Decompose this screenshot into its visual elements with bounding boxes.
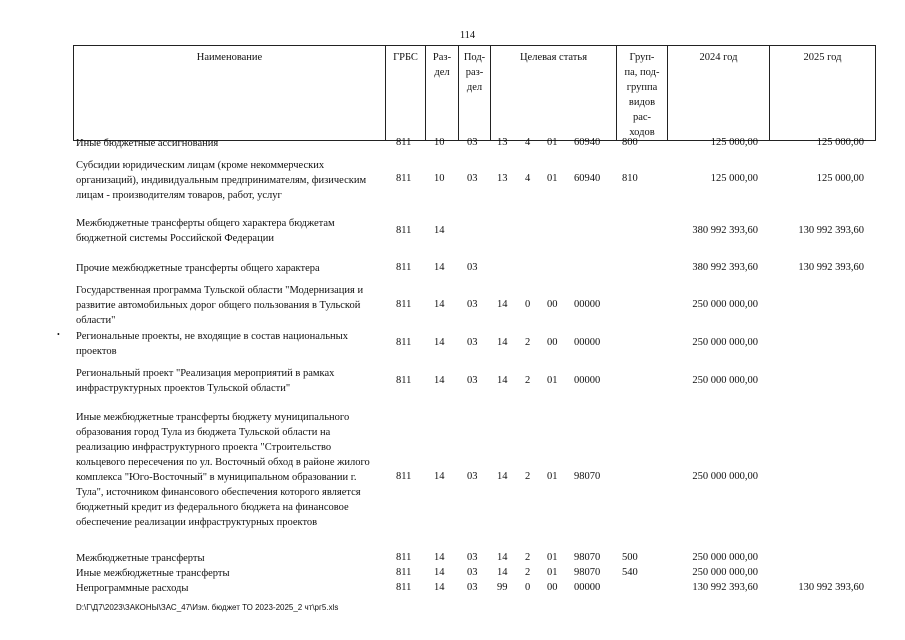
header-2024 <box>668 46 770 141</box>
row-2025: 125 000,00 <box>816 173 864 184</box>
row-podrazdel: 03 <box>467 137 478 148</box>
row-target-2: 0 <box>525 582 531 593</box>
row-2024: 380 992 393,60 <box>692 262 758 273</box>
row-name: Межбюджетные трансферты <box>76 553 205 564</box>
header-target <box>491 46 617 141</box>
row-razdel: 14 <box>434 299 445 310</box>
header-grbs-label: ГРБС <box>393 52 418 63</box>
row-target-1: 14 <box>497 552 508 563</box>
row-2024: 250 000 000,00 <box>692 299 758 310</box>
row-grbs: 811 <box>396 299 412 310</box>
row-target-1: 14 <box>497 299 508 310</box>
row-target-3: 00 <box>547 299 558 310</box>
row-grbs: 811 <box>396 567 412 578</box>
row-target-3: 00 <box>547 582 558 593</box>
row-group: 500 <box>622 552 638 563</box>
header-podrazdel <box>459 46 491 141</box>
row-target-4: 00000 <box>574 375 601 386</box>
row-target-2: 2 <box>525 337 531 348</box>
row-podrazdel: 03 <box>467 173 478 184</box>
row-2024: 250 000 000,00 <box>692 552 758 563</box>
row-target-3: 01 <box>547 375 558 386</box>
row-grbs: 811 <box>396 375 412 386</box>
row-target-4: 60940 <box>574 173 601 184</box>
row-target-2: 2 <box>525 375 531 386</box>
row-target-2: 2 <box>525 567 531 578</box>
row-name: Непрограммные расходы <box>76 583 189 594</box>
row-grbs: 811 <box>396 471 412 482</box>
row-name: Иные бюджетные ассигнования <box>76 138 219 149</box>
row-target-1: 13 <box>497 137 508 148</box>
row-target-3: 01 <box>547 173 558 184</box>
row-grbs: 811 <box>396 225 412 236</box>
row-razdel: 14 <box>434 471 445 482</box>
row-grbs: 811 <box>396 552 412 563</box>
row-name: Межбюджетные трансферты общего характера бюджетам бюджетной системы Российской Федерации <box>76 218 335 244</box>
row-target-1: 14 <box>497 337 508 348</box>
row-target-4: 00000 <box>574 337 601 348</box>
row-razdel: 10 <box>434 137 445 148</box>
row-group: 540 <box>622 567 638 578</box>
row-target-4: 60940 <box>574 137 601 148</box>
row-target-4: 98070 <box>574 552 601 563</box>
row-target-1: 99 <box>497 582 508 593</box>
row-2024: 125 000,00 <box>710 137 758 148</box>
header-2025 <box>770 46 876 141</box>
row-target-3: 00 <box>547 337 558 348</box>
row-2024: 250 000 000,00 <box>692 375 758 386</box>
header-grbs <box>386 46 426 141</box>
row-razdel: 14 <box>434 552 445 563</box>
row-name: Государственная программа Тульской области "Модернизация и развитие автомобильных дорог общего пользования в Тульской области" <box>76 285 364 326</box>
row-2024: 250 000 000,00 <box>692 567 758 578</box>
row-target-1: 14 <box>497 567 508 578</box>
row-2024: 125 000,00 <box>710 173 758 184</box>
row-podrazdel: 03 <box>467 552 478 563</box>
row-grbs: 811 <box>396 137 412 148</box>
row-2024: 380 992 393,60 <box>692 225 758 236</box>
header-group <box>617 46 668 141</box>
row-target-3: 01 <box>547 137 558 148</box>
header-podrazdel-label: Под- раз- дел <box>463 52 486 93</box>
page-number: 114 <box>459 30 476 41</box>
header-group-label: Груп- па, под- группа видов рас- ходов <box>624 52 660 138</box>
row-razdel: 14 <box>434 582 445 593</box>
row-razdel: 14 <box>434 225 445 236</box>
row-target-3: 01 <box>547 471 558 482</box>
header-target-label: Целевая статья <box>519 52 588 63</box>
header-razdel-label: Раз- дел <box>432 52 452 78</box>
row-target-4: 98070 <box>574 567 601 578</box>
row-target-1: 13 <box>497 173 508 184</box>
row-grbs: 811 <box>396 582 412 593</box>
row-target-4: 98070 <box>574 471 601 482</box>
row-podrazdel: 03 <box>467 299 478 310</box>
row-2024: 130 992 393,60 <box>692 582 758 593</box>
row-name: Иные межбюджетные трансферты бюджету муниципального образования город Тула из бюджета Тульской области на реализацию инфраструктурного проекта "Строительство кольцевого пересечения по ул. Восточный обход в районе жилого комплекса "Юго-Восточный" в муниципальном образовании г. Тула", источником финансового обеспечения которого является бюджетный кредит из федерального бюджета на финансовое обеспечение реализации инфраструктурных проектов <box>76 412 370 528</box>
table-header <box>73 45 876 141</box>
row-podrazdel: 03 <box>467 262 478 273</box>
row-2024: 250 000 000,00 <box>692 337 758 348</box>
row-group: 800 <box>622 137 638 148</box>
row-grbs: 811 <box>396 337 412 348</box>
row-target-1: 14 <box>497 471 508 482</box>
row-name: Региональные проекты, не входящие в состав национальных проектов <box>76 331 348 357</box>
row-name: Региональный проект "Реализация мероприятий в рамках инфраструктурных проектов Тульской области" <box>76 368 335 394</box>
header-name <box>74 46 386 141</box>
row-target-2: 4 <box>525 173 531 184</box>
row-razdel: 14 <box>434 262 445 273</box>
row-target-2: 4 <box>525 137 531 148</box>
row-name: Иные межбюджетные трансферты <box>76 568 230 579</box>
file-path-footer: D:\Г\Д7\2023\ЗАКОНЫ\ЗАС_47\Изм. бюджет ТО 2023-2025_2 чт\рг5.xls <box>76 603 339 612</box>
row-target-3: 01 <box>547 552 558 563</box>
row-name: Прочие межбюджетные трансферты общего характера <box>76 263 320 274</box>
header-name-label: Наименование <box>196 52 263 63</box>
row-name: Субсидии юридическим лицам (кроме некоммерческих организаций), индивидуальным предпринимателям, физическим лицам - производителям товаров, работ, услуг <box>76 160 367 201</box>
row-podrazdel: 03 <box>467 582 478 593</box>
row-2025: 125 000,00 <box>816 137 864 148</box>
row-group: 810 <box>622 173 638 184</box>
header-2025-label: 2025 год <box>803 52 842 63</box>
row-target-2: 2 <box>525 471 531 482</box>
row-grbs: 811 <box>396 173 412 184</box>
row-target-2: 2 <box>525 552 531 563</box>
row-razdel: 14 <box>434 375 445 386</box>
margin-mark: • <box>57 330 60 339</box>
row-razdel: 10 <box>434 173 445 184</box>
row-podrazdel: 03 <box>467 375 478 386</box>
row-2025: 130 992 393,60 <box>798 262 864 273</box>
row-razdel: 14 <box>434 337 445 348</box>
row-podrazdel: 03 <box>467 471 478 482</box>
row-2025: 130 992 393,60 <box>798 582 864 593</box>
header-razdel <box>426 46 459 141</box>
row-2025: 130 992 393,60 <box>798 225 864 236</box>
row-target-3: 01 <box>547 567 558 578</box>
row-2024: 250 000 000,00 <box>692 471 758 482</box>
row-podrazdel: 03 <box>467 567 478 578</box>
row-target-4: 00000 <box>574 582 601 593</box>
header-2024-label: 2024 год <box>699 52 738 63</box>
row-podrazdel: 03 <box>467 337 478 348</box>
row-grbs: 811 <box>396 262 412 273</box>
row-target-2: 0 <box>525 299 531 310</box>
row-target-4: 00000 <box>574 299 601 310</box>
row-razdel: 14 <box>434 567 445 578</box>
row-target-1: 14 <box>497 375 508 386</box>
